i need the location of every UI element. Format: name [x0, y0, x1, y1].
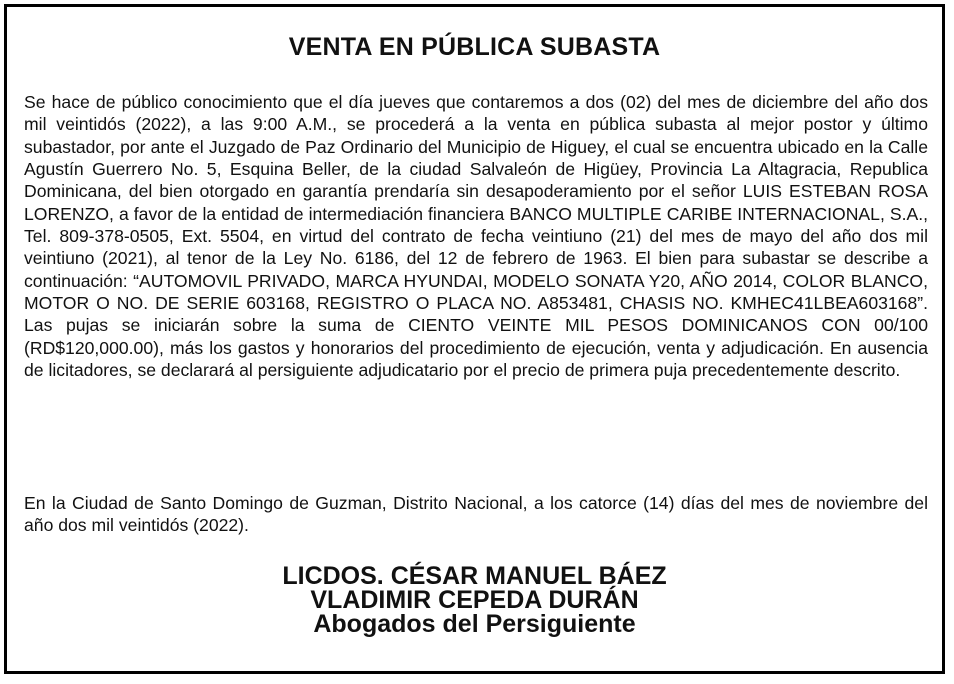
- signature-line-lawyer-1: LICDOS. CÉSAR MANUEL BÁEZ: [282, 562, 667, 590]
- notice-title: VENTA EN PÚBLICA SUBASTA: [288, 33, 661, 61]
- notice-date-paragraph: En la Ciudad de Santo Domingo de Guzman, Distrito Nacional, a los catorce (14) días del mes de noviembre del año dos mil veintidós (2022).: [24, 493, 928, 536]
- signature-line-role: Abogados del Persiguiente: [313, 610, 636, 638]
- signature-block: [7, 564, 942, 636]
- notice-border-frame: [4, 4, 945, 674]
- signature-line-lawyer-2: VLADIMIR CEPEDA DURÁN: [310, 586, 639, 614]
- notice-main-paragraph: Se hace de público conocimiento que el día jueves que contaremos a dos (02) del mes de diciembre del año dos mil veintidós (2022), a las 9:00 A.M., se procederá a la venta en pública subasta al mejor postor y último subastador, por ante el Juzgado de Paz Ordinario del Municipio de Higuey, el cual se encuentra ubicado en la Calle Agustín Guerrero No. 5, Esquina Beller, de la ciudad Salvaleón de Higüey, Provincia La Altagracia, Republica Dominicana, del bien otorgado en garantía prendaría sin desapoderamiento por el señor LUIS ESTEBAN ROSA LORENZO, a favor de la entidad de intermediación financiera BANCO MULTIPLE CARIBE INTERNACIONAL, S.A., Tel. 809-378-0505, Ext. 5504, en virtud del contrato de fecha veintiuno (21) del mes de mayo del año dos mil veintiuno (2021), al tenor de la Ley No. 6186, del 12 de febrero de 1963. El bien para subastar se describe a continuación: “AUTOMOVIL PRIVADO, MARCA HYUNDAI, MODELO SONATA Y20, AÑO 2014, COLOR BLANCO, MOTOR O NO. DE SERIE 603168, REGISTRO O PLACA NO. A853481, CHASIS NO. KMHEC41LBEA603168”. Las pujas se iniciarán sobre la suma de CIENTO VEINTE MIL PESOS DOMINICANOS CON 00/100 (RD$120,000.00), más los gastos y honorarios del procedimiento de ejecución, venta y adjudicación. En ausencia de licitadores, se declarará al persiguiente adjudicatario por el precio de primera puja precedentemente descrito.: [24, 92, 928, 381]
